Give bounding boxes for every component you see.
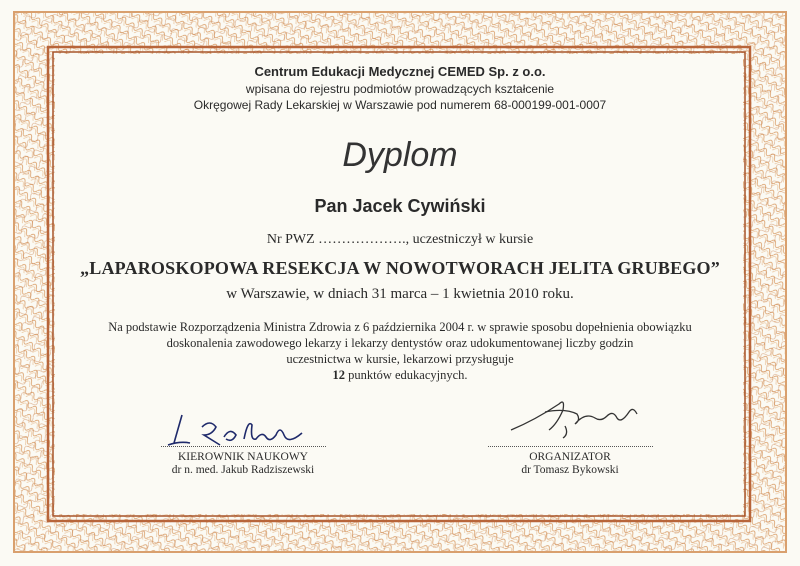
place-and-date: w Warszawie, w dniach 31 marca – 1 kwietnia 2010 roku.: [226, 286, 574, 302]
legal-text-line-3: uczestnictwa w kursie, lekarzowi przysługuje: [286, 352, 514, 366]
institution-registry-line: wpisana do rejestru podmiotów prowadzących kształcenie: [245, 82, 555, 96]
signatory-name: dr n. med. Jakub Radziszewski: [171, 464, 315, 476]
legal-text-line-2: doskonalenia zawodowego lekarzy i lekarzy dentystów oraz udokumentowanej liczby godzin: [166, 336, 634, 350]
right-signature: [505, 390, 645, 440]
recipient-name: Pan Jacek Cywiński: [314, 196, 486, 216]
signatory-role: KIEROWNIK NAUKOWY: [178, 451, 308, 463]
legal-text-line-1: Na podstawie Rozporządzenia Ministra Zdrowia z 6 października 2004 r. w sprawie sposobu dopełnienia obowiązku: [108, 320, 692, 334]
institution-name: Centrum Edukacji Medycznej CEMED Sp. z o.o.: [254, 64, 546, 79]
signatory-role: ORGANIZATOR: [529, 451, 611, 463]
diploma-title: Dyplom: [342, 136, 458, 174]
signature-block-right: [470, 446, 670, 476]
points-label: punktów edukacyjnych.: [344, 368, 468, 382]
signatory-name: dr Tomasz Bykowski: [521, 464, 619, 476]
participation-line: Nr PWZ ………………., uczestniczył w kursie: [266, 232, 534, 247]
points-number: 12: [332, 368, 345, 382]
education-points: [0, 368, 800, 383]
signature-line: [488, 446, 653, 447]
institution-registry-number: Okręgowej Rady Lekarskiej w Warszawie pod numerem 68-000199-001-0007: [193, 98, 607, 112]
signature-line: [161, 446, 326, 447]
signature-block-left: [143, 446, 343, 476]
course-title: „LAPAROSKOPOWA RESEKCJA W NOWOTWORACH JELITA GRUBEGO”: [80, 258, 720, 278]
